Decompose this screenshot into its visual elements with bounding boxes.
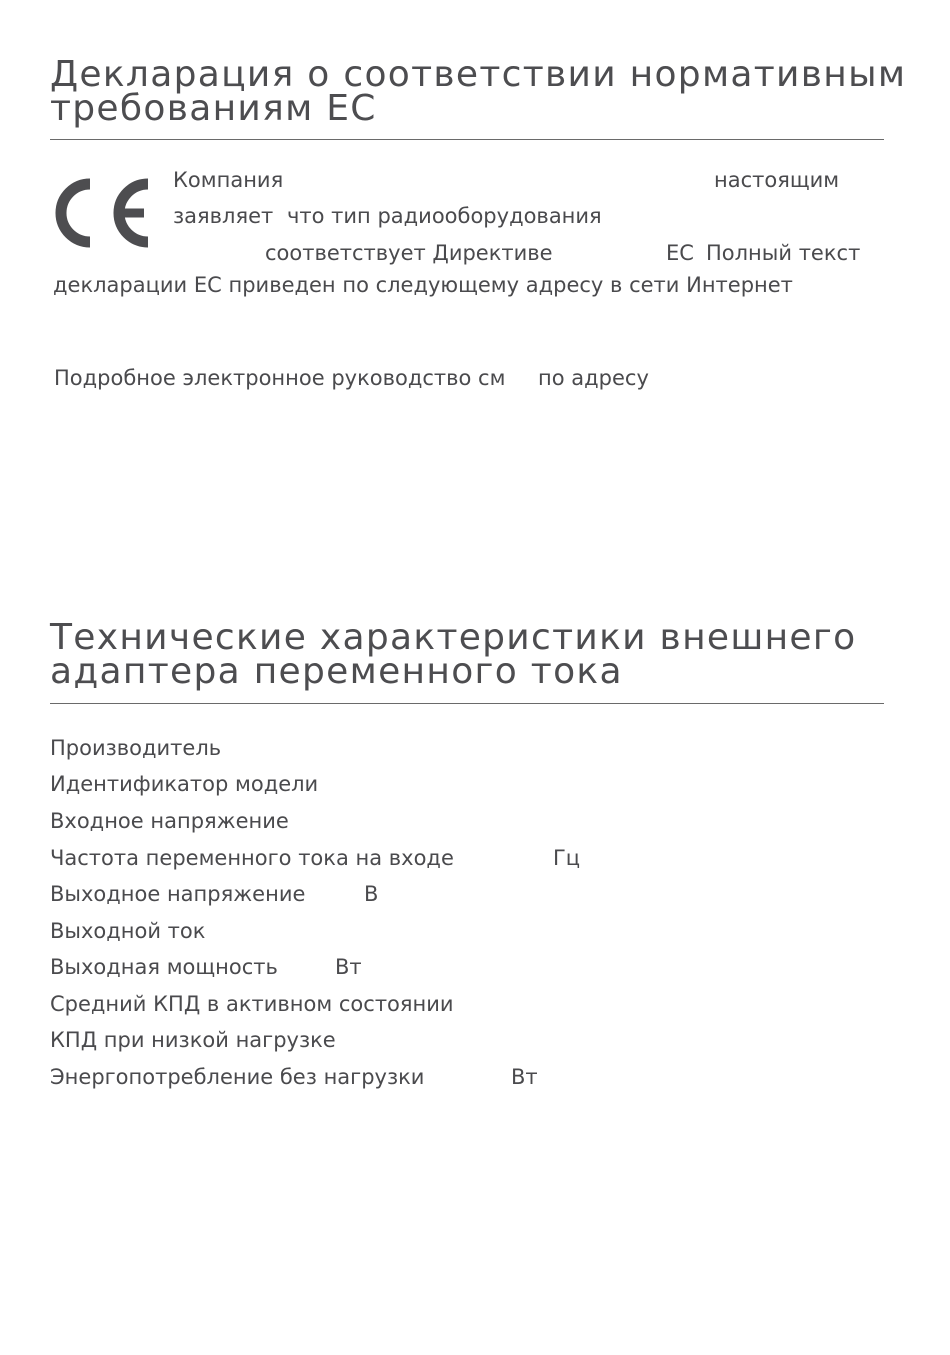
declaration-url-line: декларации ЕС приведен по следующему адресу в сети Интернет [53, 273, 793, 297]
spec-label-manufacturer: Производитель [50, 736, 222, 760]
declaration-hereby: настоящим [714, 168, 840, 192]
spec-label-output-current: Выходной ток [50, 919, 206, 943]
declaration-title-line1: Декларация о соответствии нормативным [50, 54, 907, 95]
manual-address: по адресу [538, 366, 649, 390]
spec-label-output-voltage: Выходное напряжение [50, 882, 306, 906]
specs-divider [50, 703, 884, 704]
spec-unit-input-frequency: Гц [553, 846, 581, 870]
manual-reference: Подробное электронное руководство см [54, 366, 506, 390]
ce-mark-icon [50, 176, 154, 250]
spec-label-no-load-power: Энергопотребление без нагрузки [50, 1065, 425, 1089]
declaration-radio-type: что тип радиооборудования [287, 204, 602, 228]
spec-label-input-frequency: Частота переменного тока на входе [50, 846, 454, 870]
declaration-declares: заявляет [173, 204, 274, 228]
spec-unit-output-power: Вт [335, 955, 362, 979]
spec-label-avg-efficiency: Средний КПД в активном состоянии [50, 992, 454, 1016]
specs-title-line2: адаптера переменного тока [50, 651, 623, 692]
declaration-eu: ЕС [666, 241, 694, 265]
spec-label-input-voltage: Входное напряжение [50, 809, 289, 833]
specs-title-line1: Технические характеристики внешнего [50, 617, 857, 658]
spec-unit-no-load-power: Вт [511, 1065, 538, 1089]
declaration-company-label: Компания [173, 168, 284, 192]
declaration-full-text: Полный текст [706, 241, 861, 265]
declaration-title-line2: требованиям ЕС [50, 88, 377, 129]
spec-label-model-id: Идентификатор модели [50, 772, 319, 796]
declaration-complies: соответствует Директиве [265, 241, 553, 265]
spec-unit-output-voltage: В [364, 882, 379, 906]
spec-label-output-power: Выходная мощность [50, 955, 278, 979]
spec-label-low-load-efficiency: КПД при низкой нагрузке [50, 1028, 336, 1052]
declaration-divider [50, 139, 884, 140]
